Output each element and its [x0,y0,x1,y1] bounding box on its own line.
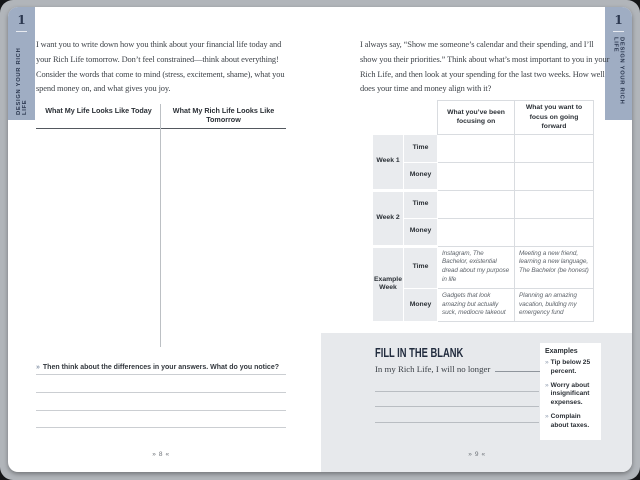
example-item [545,382,596,408]
row-label-money: Money [404,218,438,246]
table-corner-blank [373,101,438,135]
table-cell-empty[interactable] [438,162,515,190]
comparison-column-headers [36,106,286,129]
reflection-prompt-text: Then think about the differences in your answers. What do you notice? [42,364,279,371]
right-intro-paragraph: I always say, “Show me someone’s calendar and their spending, and I’ll show you their priorities.” Think about what’s most important to you in your Rich Life, and then look at your spending for the last two weeks. How well does your time and money align with it? [360,40,610,94]
column-header-tomorrow: What My Rich Life Looks Like Tomorrow [172,106,275,124]
row-label-time: Time [404,134,438,162]
write-in-blank[interactable] [495,362,541,372]
reflection-prompt [36,363,288,372]
fill-in-sentence-text: In my Rich Life, I will no longer [375,364,491,374]
fill-in-the-blank-heading: FILL IN THE BLANK [375,345,464,360]
row-group-week1: Week 1 [373,134,404,190]
chapter-title-vertical: DESIGN YOUR RICH LIFE [15,47,28,115]
table-col-header-forward: What you want to focus on going forward [515,101,594,135]
table-cell-empty[interactable] [515,162,594,190]
table-col-header-focusing: What you’ve been focusing on [438,101,515,135]
column-header-today: What My Life Looks Like Today [45,106,152,115]
page-number-left: » 8 « [152,451,170,458]
row-group-example-week: Example Week [373,246,404,322]
chevron-bullet-icon: » [36,364,40,371]
write-in-line[interactable] [375,391,539,392]
write-in-line[interactable] [375,422,539,423]
example-item [545,413,596,431]
example-item-text: Tip below 25 percent. [550,359,591,375]
tab-divider [16,31,27,32]
table-cell-empty[interactable] [438,134,515,162]
write-in-line[interactable] [375,406,539,407]
chapter-title-vertical: DESIGN YOUR RICH LIFE [612,37,625,105]
table-cell-empty[interactable] [515,190,594,218]
example-cell-time-focusing: Instagram, The Bachelor, existential dread about my purpose in life [438,246,515,288]
row-label-money: Money [404,162,438,190]
fill-in-sentence [375,362,541,374]
book-spread [8,7,632,472]
example-item [545,359,596,377]
example-cell-time-forward: Meeting a new friend, learning a new language, The Bachelor (be honest) [515,246,594,288]
table-cell-empty[interactable] [438,190,515,218]
page-number-right: » 9 « [468,451,486,458]
tab-divider [613,31,624,32]
chapter-number: 1 [614,13,623,27]
table-cell-empty[interactable] [515,218,594,246]
chevron-bullet-icon: » [545,412,549,420]
row-group-week2: Week 2 [373,190,404,246]
row-label-money: Money [404,288,438,321]
time-money-table [372,100,594,322]
chapter-number: 1 [17,13,26,27]
left-intro-paragraph: I want you to write down how you think about your financial life today and your Rich Life tomorrow. Don’t feel constrained—think about everything! Consider the words that come to mind (stress, excitement, shame), what you spend money on, and what gives you joy. [36,40,285,94]
write-in-line[interactable] [36,410,286,411]
write-in-line[interactable] [36,427,286,428]
table-cell-empty[interactable] [438,218,515,246]
table-cell-empty[interactable] [515,134,594,162]
row-label-time: Time [404,190,438,218]
column-divider [160,104,161,347]
row-label-time: Time [404,246,438,288]
example-item-text: Complain about taxes. [550,412,590,429]
chevron-bullet-icon: » [545,381,549,389]
write-in-line[interactable] [36,392,286,393]
examples-title: Examples [545,348,578,355]
example-cell-money-focusing: Gadgets that look amazing but actually suck, mediocre takeout [438,288,515,321]
examples-box [540,343,601,440]
write-in-line[interactable] [36,374,286,375]
example-cell-money-forward: Planning an amazing vacation, building my emergency fund [515,288,594,321]
example-item-text: Worry about insignificant expenses. [550,381,590,407]
chevron-bullet-icon: » [545,359,549,366]
chapter-tab-left [8,7,35,120]
